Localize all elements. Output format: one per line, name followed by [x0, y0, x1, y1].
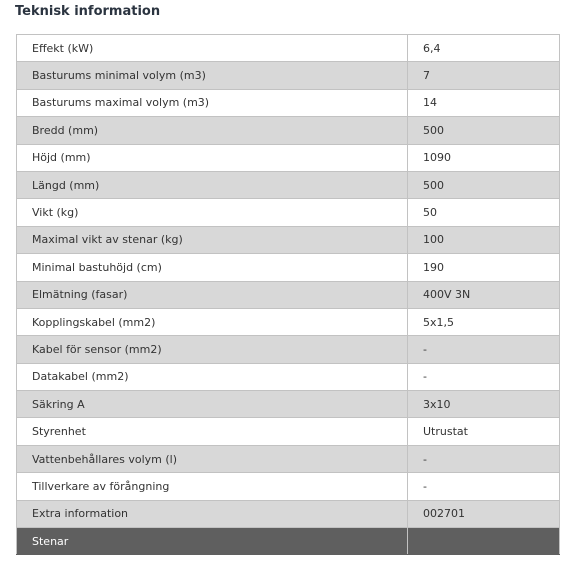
- spec-row-kabel-sensor: [17, 336, 560, 363]
- spec-value: 5x1,5: [408, 308, 560, 335]
- spec-value: 500: [408, 117, 560, 144]
- spec-value: 6,4: [408, 35, 560, 62]
- spec-value: 190: [408, 254, 560, 281]
- spec-value: -: [408, 445, 560, 472]
- spec-label: Kabel för sensor (mm2): [17, 336, 408, 363]
- spec-row-min-bastuhojd: [17, 254, 560, 281]
- spec-row-bredd: [17, 117, 560, 144]
- spec-label: Vikt (kg): [17, 199, 408, 226]
- spec-row-effekt: [17, 35, 560, 62]
- spec-row-datakabel: [17, 363, 560, 390]
- spec-value: 1090: [408, 144, 560, 171]
- spec-value: 500: [408, 171, 560, 198]
- section-label: Stenar: [17, 528, 408, 555]
- spec-label: Maximal vikt av stenar (kg): [17, 226, 408, 253]
- spec-table: [16, 34, 560, 555]
- spec-label: Säkring A: [17, 391, 408, 418]
- spec-label: Kopplingskabel (mm2): [17, 308, 408, 335]
- spec-value: Utrustat: [408, 418, 560, 445]
- spec-label: Basturums minimal volym (m3): [17, 62, 408, 89]
- spec-value: 50: [408, 199, 560, 226]
- spec-label: Längd (mm): [17, 171, 408, 198]
- spec-value: 400V 3N: [408, 281, 560, 308]
- spec-label: Elmätning (fasar): [17, 281, 408, 308]
- spec-row-max-volym: [17, 89, 560, 116]
- spec-row-langd: [17, 171, 560, 198]
- spec-value: 3x10: [408, 391, 560, 418]
- spec-row-tillverkare: [17, 473, 560, 500]
- spec-value: -: [408, 473, 560, 500]
- spec-row-vikt: [17, 199, 560, 226]
- section-value: [408, 528, 560, 555]
- spec-value: 14: [408, 89, 560, 116]
- spec-value: 7: [408, 62, 560, 89]
- spec-row-max-vikt-stenar: [17, 226, 560, 253]
- spec-label: Basturums maximal volym (m3): [17, 89, 408, 116]
- spec-row-kopplingskabel: [17, 308, 560, 335]
- spec-label: Datakabel (mm2): [17, 363, 408, 390]
- spec-value: -: [408, 363, 560, 390]
- spec-label: Tillverkare av förångning: [17, 473, 408, 500]
- spec-label: Styrenhet: [17, 418, 408, 445]
- section-header-stenar: [17, 528, 560, 555]
- spec-label: Bredd (mm): [17, 117, 408, 144]
- spec-label: Extra information: [17, 500, 408, 527]
- section-title: Teknisk information: [15, 4, 161, 19]
- spec-label: Vattenbehållares volym (l): [17, 445, 408, 472]
- spec-row-elmatning: [17, 281, 560, 308]
- spec-row-sakring: [17, 391, 560, 418]
- spec-label: Höjd (mm): [17, 144, 408, 171]
- spec-value: 100: [408, 226, 560, 253]
- spec-label: Minimal bastuhöjd (cm): [17, 254, 408, 281]
- spec-row-extra-info: [17, 500, 560, 527]
- spec-row-vattenbehallare: [17, 445, 560, 472]
- spec-row-min-volym: [17, 62, 560, 89]
- spec-value: -: [408, 336, 560, 363]
- spec-row-styrenhet: [17, 418, 560, 445]
- spec-row-hojd: [17, 144, 560, 171]
- spec-label: Effekt (kW): [17, 35, 408, 62]
- spec-value: 002701: [408, 500, 560, 527]
